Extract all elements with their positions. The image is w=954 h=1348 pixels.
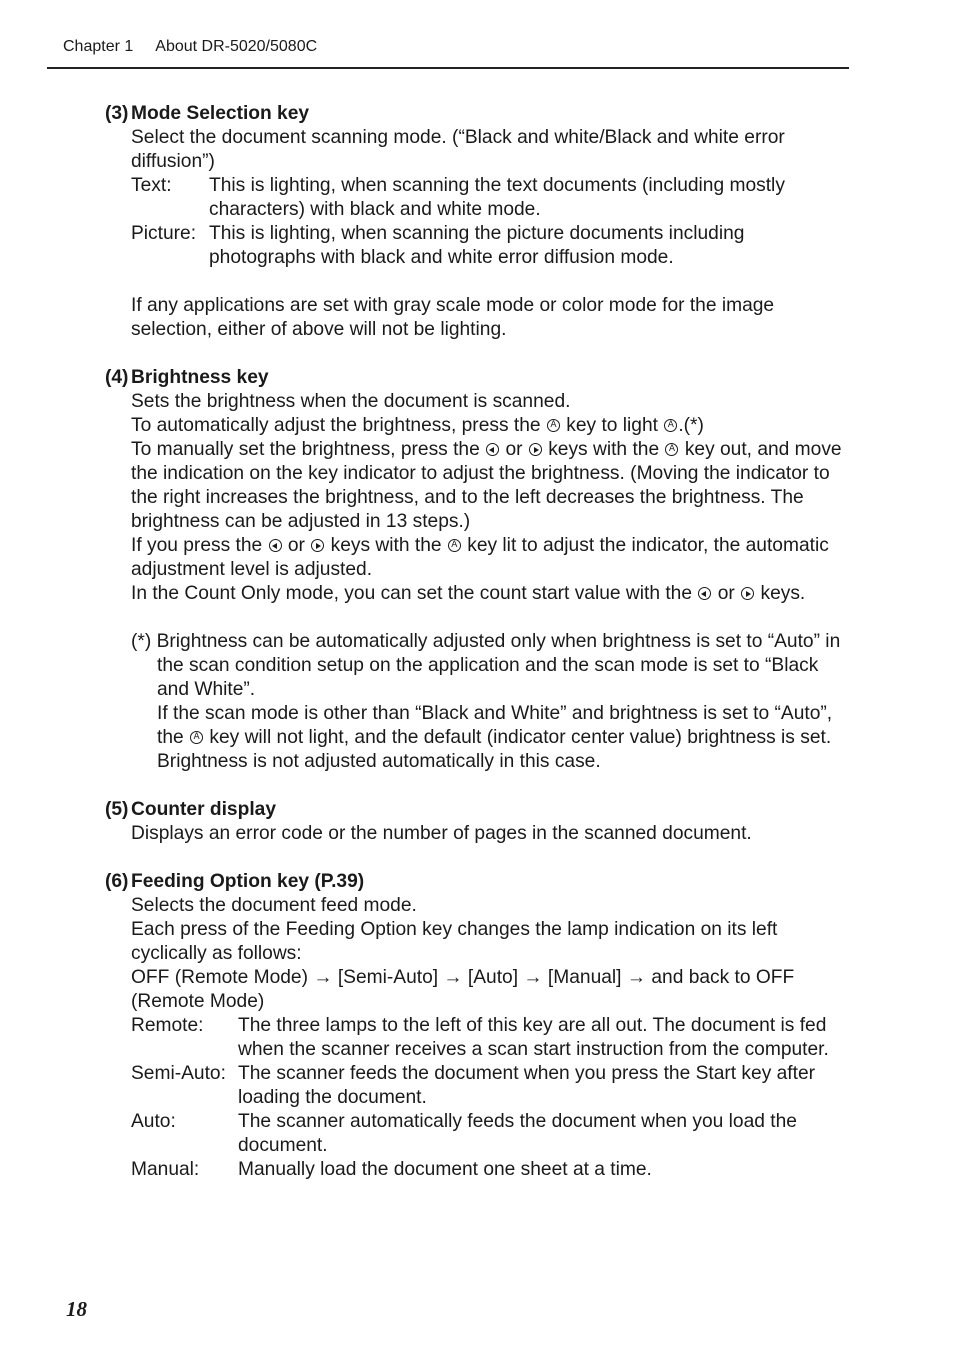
section-body-mode-selection xyxy=(131,126,845,342)
auto-key-icon xyxy=(547,419,560,432)
definition-semi-auto: Semi-Auto: The scanner feeds the document when you press the Start key after loading the document. xyxy=(131,1063,816,1108)
header-rule xyxy=(47,67,849,69)
right-arrow-key-icon xyxy=(311,539,324,552)
paragraph: Each press of the Feeding Option key changes the lamp indication on its left cyclically as follows: xyxy=(131,919,778,964)
definition-picture: Picture: This is lighting, when scanning the picture documents including photographs with black and white error diffusion mode. xyxy=(131,223,745,268)
definition-auto: Auto: The scanner automatically feeds the document when you load the document. xyxy=(131,1111,797,1156)
paragraph: In the Count Only mode, you can set the count start value with the or keys. xyxy=(131,583,806,604)
left-arrow-key-icon xyxy=(269,539,282,552)
chapter-label: Chapter 1 xyxy=(63,38,134,55)
right-arrow-key-icon xyxy=(741,587,754,600)
page-content xyxy=(105,102,845,1182)
paragraph: Select the document scanning mode. (“Black and white/Black and white error diffusion”) xyxy=(131,127,785,172)
section-heading-mode-selection: (3) Mode Selection key xyxy=(105,103,310,124)
paragraph: To automatically adjust the brightness, press the A key to light A .(*) xyxy=(131,414,845,438)
auto-key-icon xyxy=(190,731,203,744)
footnote-continuation: If the scan mode is other than “Black and White” and brightness is set to “Auto”, the A key will not light, and the default (indicator center value) brightness is set. Brightness is not adjusted automatically in this case. xyxy=(131,702,845,774)
left-arrow-key-icon xyxy=(698,587,711,600)
right-arrow-key-icon xyxy=(529,443,542,456)
page-number: 18 xyxy=(66,1297,87,1321)
auto-key-icon xyxy=(665,443,678,456)
definition-manual: Manual: Manually load the document one sheet at a time. xyxy=(131,1159,652,1180)
section-heading-feeding-option: (6) Feeding Option key (P.39) xyxy=(105,871,365,892)
paragraph: If any applications are set with gray scale mode or color mode for the image selection, either of above will not be lighting. xyxy=(131,295,775,340)
section-body-counter-display xyxy=(131,822,845,846)
section-heading-brightness: (4) Brightness key xyxy=(105,367,269,388)
definition-remote: Remote: The three lamps to the left of this key are all out. The document is fed when the scanner receives a scan start instruction from the computer. xyxy=(131,1015,829,1060)
section-heading-counter-display: (5) Counter display xyxy=(105,799,276,820)
paragraph: To manually set the brightness, press the or keys with the A key out, and move the indication on the key indicator to adjust the brightness. (Moving the indicator to the right increases the brightness, and to the left decreases the brightness. The brightness can be adjusted in 13 steps.) xyxy=(131,438,845,534)
auto-key-icon xyxy=(664,419,677,432)
paragraph: Selects the document feed mode. xyxy=(131,895,417,916)
paragraph: Sets the brightness when the document is scanned. xyxy=(131,391,571,412)
footnote: (*) Brightness can be automatically adjusted only when brightness is set to “Auto” in the scan condition setup on the application and the scan mode is set to “Black and White”. xyxy=(131,631,841,700)
section-body-feeding-option xyxy=(131,894,845,1182)
paragraph: OFF (Remote Mode) → [Semi-Auto] → [Auto] → [Manual] → and back to OFF (Remote Mode) xyxy=(131,967,795,1012)
section-body-brightness xyxy=(131,390,845,774)
chapter-title: About DR-5020/5080C xyxy=(155,38,318,55)
left-arrow-key-icon xyxy=(486,443,499,456)
definition-text: Text: This is lighting, when scanning the text documents (including mostly characters) with black and white mode. xyxy=(131,175,785,220)
running-header xyxy=(63,38,317,56)
paragraph: If you press the or keys with the A key lit to adjust the indicator, the automatic adjustment level is adjusted. xyxy=(131,534,845,582)
auto-key-icon xyxy=(448,539,461,552)
paragraph: Displays an error code or the number of pages in the scanned document. xyxy=(131,823,752,844)
